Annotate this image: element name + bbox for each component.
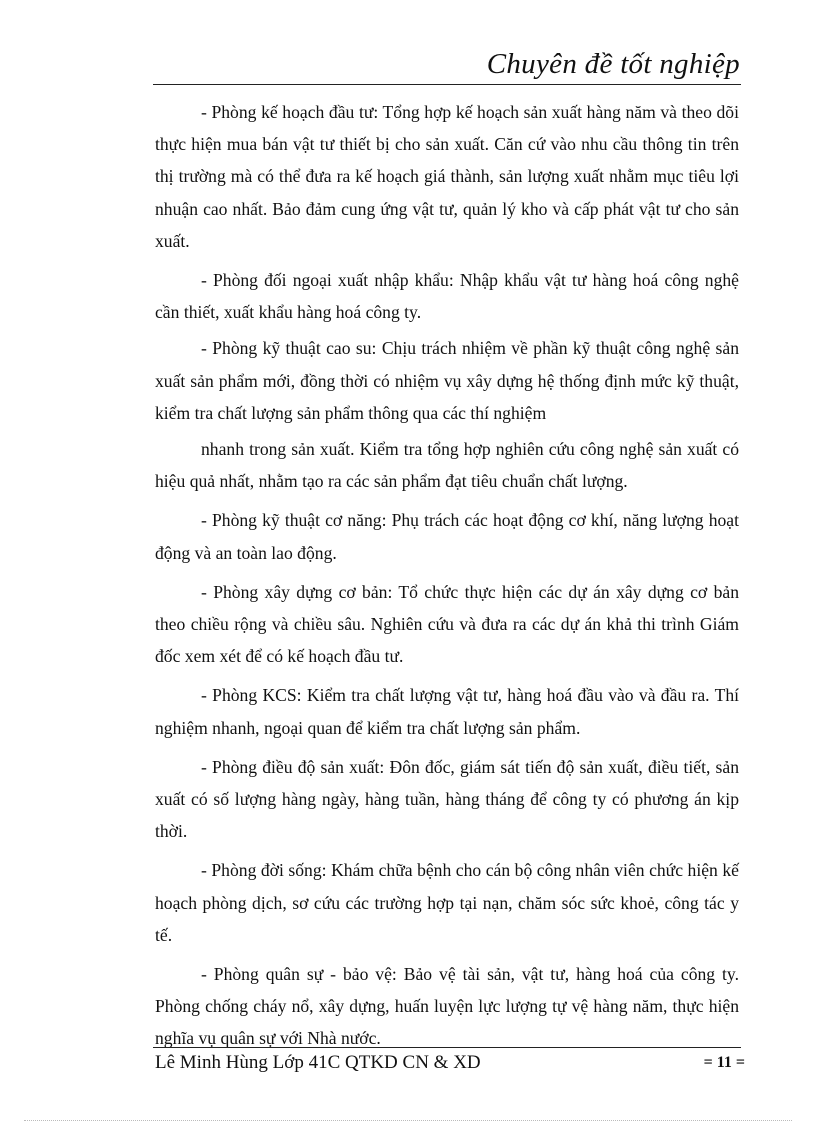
paragraph-xay-dung-co-ban: - Phòng xây dựng cơ bản: Tổ chức thực hiện các dự án xây dựng cơ bản theo chiều rộng và chiều sâu. Nghiên cứu và đưa ra các dự án khả thi trình Giám đốc xem xét để có kế hoạch đầu tư.	[155, 581, 739, 667]
paragraph-quan-su-bao-ve: - Phòng quân sự - bảo vệ: Bảo vệ tài sản, vật tư, hàng hoá của công ty. Phòng chống cháy nổ, xây dựng, huấn luyện lực lượng tự vệ hàng năm, thực hiện nghĩa vụ quân sự với Nhà nước.	[155, 964, 739, 1049]
paragraph-doi-song: - Phòng đời sống: Khám chữa bệnh cho cán bộ công nhân viên chức hiện kế hoạch phòng dịch, sơ cứu các trường hợp tại nạn, chăm sóc sức khoẻ, công tác y tế.	[155, 860, 739, 945]
page-number: = 11 =	[703, 1054, 745, 1071]
header-divider	[153, 84, 741, 85]
paragraph-ky-thuat-cao-su: - Phòng kỹ thuật cao su: Chịu trách nhiệm về phần kỹ thuật công nghệ sản xuất sản phẩm mới, đồng thời có nhiệm vụ xây dựng hệ thống định mức kỹ thuật, kiểm tra chất lượng sản phẩm thông qua các thí nghiệm	[155, 338, 739, 423]
footer-divider	[153, 1047, 741, 1048]
footer-author-class: Lê Minh Hùng Lớp 41C QTKD CN & XD	[155, 1052, 481, 1073]
page-bottom-dotted-border	[24, 1120, 792, 1121]
paragraph-doi-ngoai-xuat-nhap-khau: - Phòng đối ngoại xuất nhập khẩu: Nhập khẩu vật tư hàng hoá công nghệ cần thiết, xuất khẩu hàng hoá công ty.	[155, 270, 739, 323]
paragraph-ky-thuat-co-nang: - Phòng kỹ thuật cơ năng: Phụ trách các hoạt động cơ khí, năng lượng hoạt động và an toàn lao động.	[155, 510, 739, 563]
document-body	[155, 96, 739, 1062]
paragraph-kcs: - Phòng KCS: Kiểm tra chất lượng vật tư, hàng hoá đầu vào và đầu ra. Thí nghiệm nhanh, ngoại quan để kiểm tra chất lượng sản phẩm.	[155, 685, 739, 738]
paragraph-ky-thuat-cao-su-continued: nhanh trong sản xuất. Kiểm tra tổng hợp nghiên cứu công nghệ sản xuất có hiệu quả nhất, nhằm tạo ra các sản phẩm đạt tiêu chuẩn chất lượng.	[155, 439, 739, 492]
paragraph-dieu-do-san-xuat: - Phòng điều độ sản xuất: Đôn đốc, giám sát tiến độ sản xuất, điều tiết, sản xuất có số lượng hàng ngày, hàng tuần, hàng tháng để công ty có phương án kịp thời.	[155, 756, 739, 842]
paragraph-ke-hoach-dau-tu: - Phòng kế hoạch đầu tư: Tổng hợp kế hoạch sản xuất hàng năm và theo dõi thực hiện mua bán vật tư thiết bị cho sản xuất. Căn cứ vào nhu cầu thông tin trên thị trường mà có thể đưa ra kế hoạch giá thành, sản lượng xuất nhằm mục tiêu lợi nhuận cao nhất. Bảo đảm cung ứng vật tư, quản lý kho và cấp phát vật tư cho sản xuất.	[155, 102, 739, 251]
document-header-title: Chuyên đề tốt nghiệp	[486, 48, 740, 80]
